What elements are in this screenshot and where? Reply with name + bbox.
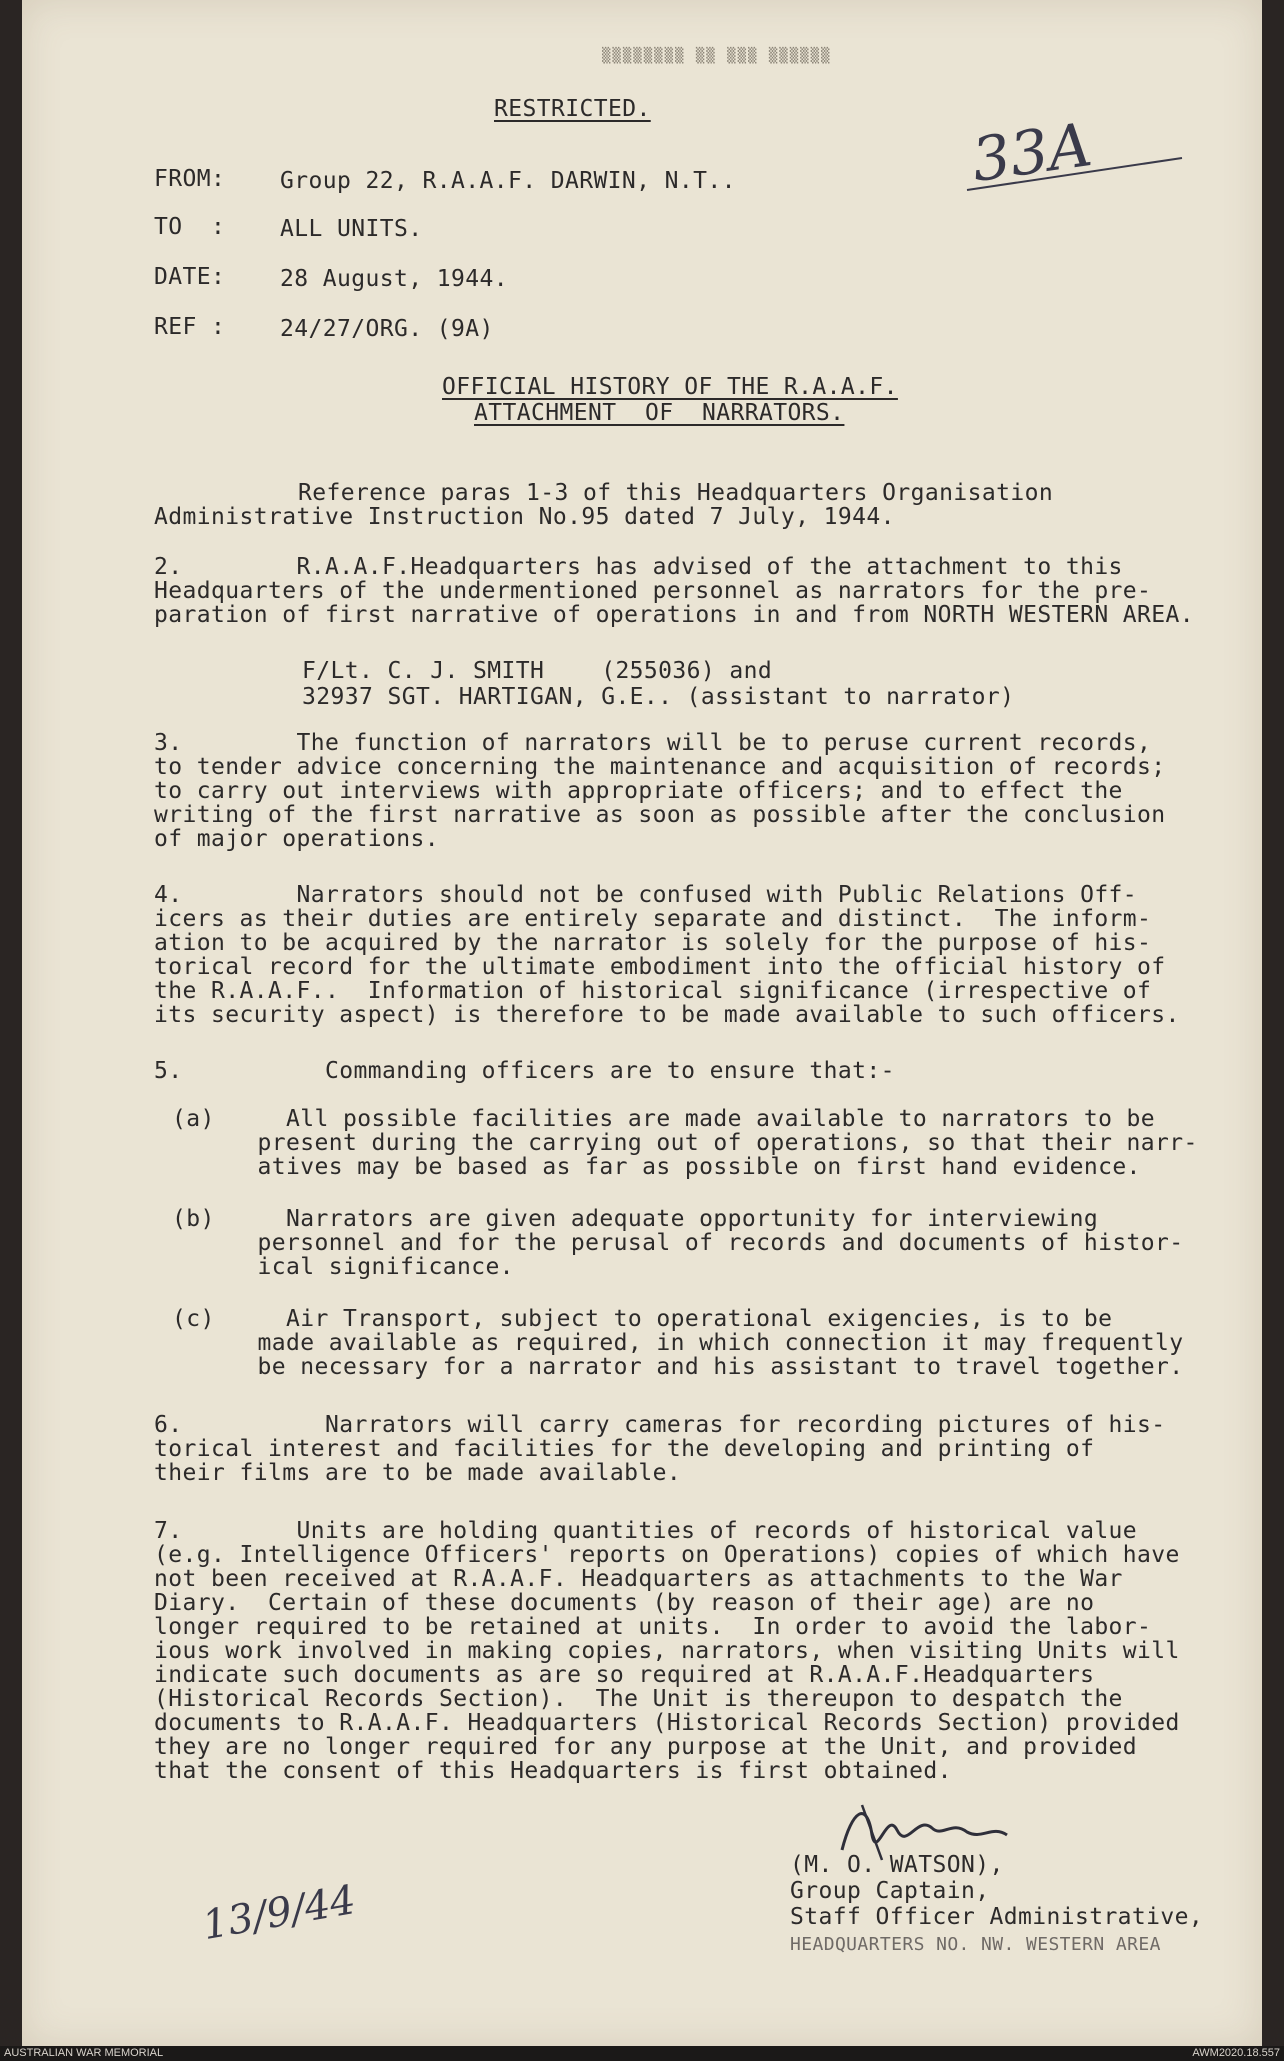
para-4-line-6: its security aspect) is therefore to be made available to such officers. bbox=[154, 1002, 1180, 1028]
para-7-line-11: that the consent of this Headquarters is first obtained. bbox=[154, 1758, 952, 1784]
item-b-line-3: ical significance. bbox=[172, 1254, 514, 1280]
para-6-line-1: 6. Narrators will carry cameras for recording pictures of his- bbox=[154, 1412, 1166, 1438]
para-3-line-1: 3. The function of narrators will be to peruse current records, bbox=[154, 730, 1152, 756]
item-b-line-1: (b) Narrators are given adequate opportunity for interviewing bbox=[172, 1206, 1099, 1232]
date-label: DATE: bbox=[154, 264, 226, 290]
para-2-line-1: 2. R.A.A.F.Headquarters has advised of the attachment to this bbox=[154, 554, 1123, 580]
para-3-line-2: to tender advice concerning the maintenance and acquisition of records; bbox=[154, 754, 1166, 780]
para-7-line-9: documents to R.A.A.F. Headquarters (Historical Records Section) provided bbox=[154, 1710, 1180, 1736]
footer-accession-number: AWM2020.18.557 bbox=[1192, 2047, 1280, 2059]
para-7-line-3: not been received at R.A.A.F. Headquarters as attachments to the War bbox=[154, 1566, 1123, 1592]
ref-value: 24/27/ORG. (9A) bbox=[280, 316, 494, 342]
para-7-line-1: 7. Units are holding quantities of records of historical value bbox=[154, 1518, 1138, 1544]
para-2-line-2: Headquarters of the undermentioned personnel as narrators for the pre- bbox=[154, 578, 1152, 604]
signatory-hq-faded: HEADQUARTERS NO. NW. WESTERN AREA bbox=[790, 1934, 1161, 1955]
para-7-line-4: Diary. Certain of these documents (by reason of their age) are no bbox=[154, 1590, 1095, 1616]
para-3-line-5: of major operations. bbox=[154, 826, 439, 852]
para-1-line-1: Reference paras 1-3 of this Headquarters Organisation bbox=[298, 480, 1054, 506]
from-value: Group 22, R.A.A.F. DARWIN, N.T.. bbox=[280, 168, 736, 194]
para-3-line-3: to carry out interviews with appropriate officers; and to effect the bbox=[154, 778, 1123, 804]
para-3-line-4: writing of the first narrative as soon as possible after the conclusion bbox=[154, 802, 1166, 828]
para-6-line-2: torical interest and facilities for the developing and printing of bbox=[154, 1436, 1095, 1462]
item-a-line-1: (a) All possible facilities are made available to narrators to be bbox=[172, 1106, 1156, 1132]
para-7-line-7: indicate such documents as are so required at R.A.A.F.Headquarters bbox=[154, 1662, 1095, 1688]
archive-footer bbox=[0, 2046, 1284, 2061]
para-4-line-4: torical record for the ultimate embodiment into the official history of bbox=[154, 954, 1166, 980]
para-7-line-2: (e.g. Intelligence Officers' reports on Operations) copies of which have bbox=[154, 1542, 1180, 1568]
classification-heading: RESTRICTED. bbox=[494, 96, 651, 122]
handwritten-folio-number: 33A bbox=[967, 110, 1096, 196]
para-7-line-8: (Historical Records Section). The Unit is thereupon to despatch the bbox=[154, 1686, 1123, 1712]
date-value: 28 August, 1944. bbox=[280, 266, 508, 292]
faded-top-stamp: ▒▒▒▒▒▒▒▒ ▒▒ ▒▒▒ ▒▒▒▒▒▒ bbox=[602, 48, 832, 64]
item-c-line-1: (c) Air Transport, subject to operational exigencies, is to be bbox=[172, 1306, 1113, 1332]
to-value: ALL UNITS. bbox=[280, 216, 423, 242]
para-4-line-5: the R.A.A.F.. Information of historical significance (irrespective of bbox=[154, 978, 1152, 1004]
to-label: TO : bbox=[154, 214, 226, 240]
personnel-line-2: 32937 SGT. HARTIGAN, G.E.. (assistant to narrator) bbox=[302, 684, 1015, 710]
title-line-2: ATTACHMENT OF NARRATORS. bbox=[474, 400, 845, 426]
ref-label: REF : bbox=[154, 314, 226, 340]
footer-institution: AUSTRALIAN WAR MEMORIAL bbox=[4, 2047, 164, 2059]
item-c-line-2: made available as required, in which connection it may frequently bbox=[172, 1330, 1184, 1356]
para-7-line-6: ious work involved in making copies, narrators, when visiting Units will bbox=[154, 1638, 1180, 1664]
handwritten-underline bbox=[962, 150, 1192, 200]
para-7-line-10: they are no longer required for any purpose at the Unit, and provided bbox=[154, 1734, 1138, 1760]
para-7-line-5: longer required to be retained at units. In order to avoid the labor- bbox=[154, 1614, 1152, 1640]
para-6-line-3: their films are to be made available. bbox=[154, 1460, 682, 1486]
handwritten-date-note: 13/9/44 bbox=[199, 1876, 360, 1950]
para-5-intro: 5. Commanding officers are to ensure that:- bbox=[154, 1058, 895, 1084]
signatory-title: Staff Officer Administrative, bbox=[790, 1904, 1204, 1930]
from-label: FROM: bbox=[154, 166, 226, 192]
signatory-name: (M. O. WATSON), bbox=[790, 1852, 1004, 1878]
para-2-line-3: paration of first narrative of operations in and from NORTH WESTERN AREA. bbox=[154, 602, 1195, 628]
item-b-line-2: personnel and for the perusal of records and documents of histor- bbox=[172, 1230, 1184, 1256]
signatory-rank: Group Captain, bbox=[790, 1878, 990, 1904]
para-4-line-1: 4. Narrators should not be confused with Public Relations Off- bbox=[154, 882, 1138, 908]
personnel-line-1: F/Lt. C. J. SMITH (255036) and bbox=[302, 658, 773, 684]
item-c-line-3: be necessary for a narrator and his assistant to travel together. bbox=[172, 1354, 1184, 1380]
para-4-line-2: icers as their duties are entirely separate and distinct. The inform- bbox=[154, 906, 1152, 932]
para-4-line-3: ation to be acquired by the narrator is solely for the purpose of his- bbox=[154, 930, 1152, 956]
item-a-line-3: atives may be based as far as possible on first hand evidence. bbox=[172, 1154, 1141, 1180]
document-page bbox=[22, 0, 1262, 2046]
title-line-1: OFFICIAL HISTORY OF THE R.A.A.F. bbox=[442, 374, 898, 400]
item-a-line-2: present during the carrying out of operations, so that their narr- bbox=[172, 1130, 1198, 1156]
para-1-line-2: Administrative Instruction No.95 dated 7 July, 1944. bbox=[154, 504, 895, 530]
